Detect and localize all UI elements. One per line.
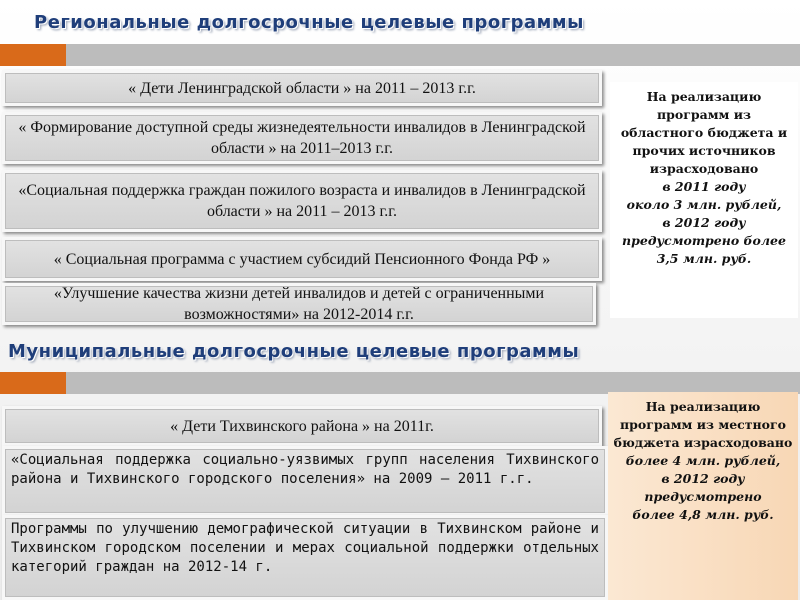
- municipal-funding-note: [608, 392, 798, 600]
- municipal-funding-year-2012: в 2012 году: [661, 471, 745, 486]
- municipal-heading: Муниципальные долгосрочные целевые программы: [8, 341, 580, 362]
- municipal-funding-amount-2012: более 4,8 млн. руб.: [632, 507, 774, 522]
- regional-funding-intro: На реализацию программ из областного бюджета и прочих источников израсходовано: [620, 89, 788, 176]
- regional-band-accent: [0, 44, 66, 66]
- regional-program-2: « Формирование доступной среды жизнедеятельности инвалидов в Ленинградской области » на 2011–2013 г.г.: [2, 112, 602, 164]
- regional-heading: Региональные долгосрочные целевые программы: [34, 12, 584, 33]
- municipal-funding-amount-2011: более 4 млн. рублей,: [625, 453, 781, 468]
- municipal-program-3: [2, 515, 608, 600]
- municipal-program-2: [2, 446, 608, 516]
- regional-funding-year-2012: в 2012 году: [662, 215, 746, 230]
- regional-funding-planned: предусмотрено более: [622, 233, 786, 248]
- municipal-program-1: « Дети Тихвинского района » на 2011г.: [2, 406, 602, 446]
- regional-funding-note: [610, 82, 798, 318]
- municipal-band: [0, 372, 800, 394]
- regional-funding-year-2011: в 2011 году: [662, 179, 746, 194]
- municipal-funding-intro: На реализацию программ из местного бюджета израсходовано: [613, 399, 793, 450]
- regional-program-1: « Дети Ленинградской области » на 2011 – 2013 г.г.: [2, 70, 602, 106]
- regional-program-3: «Социальная поддержка граждан пожилого возраста и инвалидов в Ленинградской области » на 2011 – 2013 г.г.: [2, 170, 602, 232]
- regional-program-4: « Социальная программа с участием субсидий Пенсионного Фонда РФ »: [2, 237, 602, 281]
- regional-band: [0, 44, 800, 66]
- regional-funding-amount-2012: 3,5 млн. руб.: [656, 251, 752, 266]
- municipal-funding-planned: предусмотрено: [644, 489, 762, 504]
- municipal-program-2-text: «Социальная поддержка социально-уязвимых групп населения Тихвинского района и Тихвинского городского поселения» на 2009 – 2011 г.г.: [11, 452, 599, 487]
- regional-program-5: «Улучшение качества жизни детей инвалидов и детей с ограниченными возможностями» на 2012-2014 г.г.: [2, 283, 596, 325]
- municipal-band-accent: [0, 372, 66, 394]
- regional-funding-amount-2011: около 3 млн. рублей,: [626, 197, 782, 212]
- municipal-program-3-text: Программы по улучшению демографической ситуации в Тихвинском районе и Тихвинском городском поселении и мерах социальной поддержки отдельных категорий граждан на 2012-14 г.: [11, 521, 599, 575]
